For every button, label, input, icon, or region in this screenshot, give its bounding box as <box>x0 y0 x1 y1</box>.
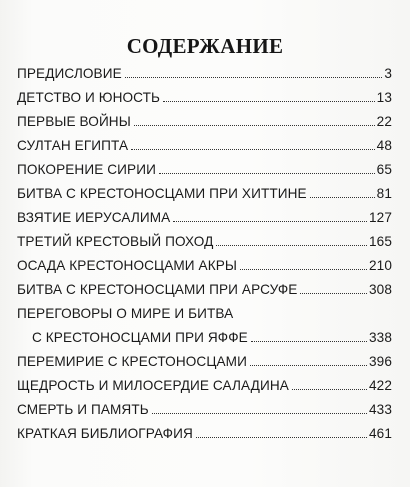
toc-entry <box>17 182 392 206</box>
dot-leader <box>163 100 375 102</box>
dot-leader <box>251 340 367 342</box>
toc-entry <box>17 350 392 374</box>
toc-entry-page: 396 <box>369 354 392 369</box>
dot-leader <box>134 124 375 126</box>
toc-entry <box>17 86 392 110</box>
toc-entry-label: БИТВА С КРЕСТОНОСЦАМИ ПРИ АРСУФЕ <box>17 282 298 297</box>
dot-leader <box>196 436 367 438</box>
dot-leader <box>173 220 367 222</box>
toc-entry-page: 127 <box>369 210 392 225</box>
toc-entry-page: 13 <box>376 90 392 105</box>
toc-entry <box>17 134 392 158</box>
toc-entry-label: ТРЕТИЙ КРЕСТОВЫЙ ПОХОД <box>17 234 214 249</box>
dot-leader <box>240 268 367 270</box>
toc-entry <box>17 278 392 302</box>
dot-leader <box>125 76 383 78</box>
toc-entry-label: КРАТКАЯ БИБЛИОГРАФИЯ <box>17 426 193 441</box>
toc-entry-page: 433 <box>369 402 392 417</box>
dot-leader <box>250 364 367 366</box>
toc-entry-page: 22 <box>376 114 392 129</box>
toc-entry <box>17 398 392 422</box>
dot-leader <box>300 292 367 294</box>
toc-entry <box>17 422 392 446</box>
toc-entry-page: 422 <box>369 378 392 393</box>
dot-leader <box>152 412 367 414</box>
toc-entry-page: 461 <box>369 426 392 441</box>
toc-entry-label: ПЕРВЫЕ ВОЙНЫ <box>17 114 131 129</box>
toc-entry-page: 48 <box>376 138 392 153</box>
toc-entry-label-line1: ПЕРЕГОВОРЫ О МИРЕ И БИТВА <box>17 306 234 321</box>
toc-entry-page: 65 <box>376 162 392 177</box>
toc-entry <box>17 62 392 86</box>
toc-entry <box>17 230 392 254</box>
dot-leader <box>292 388 367 390</box>
toc-entry-label: СМЕРТЬ И ПАМЯТЬ <box>17 402 149 417</box>
toc-entry-label: БИТВА С КРЕСТОНОСЦАМИ ПРИ ХИТТИНЕ <box>17 186 307 201</box>
toc-entry-label: ВЗЯТИЕ ИЕРУСАЛИМА <box>17 210 171 225</box>
toc-entry-page: 210 <box>369 258 392 273</box>
toc-entry-label: ОСАДА КРЕСТОНОСЦАМИ АКРЫ <box>17 258 238 273</box>
toc-entry-page: 338 <box>369 330 392 345</box>
toc-entry-label: ПОКОРЕНИЕ СИРИИ <box>17 162 156 177</box>
toc-entry <box>17 158 392 182</box>
toc-entry-label: ПЕРЕМИРИЕ С КРЕСТОНОСЦАМИ <box>17 354 247 369</box>
toc-entry-page: 165 <box>369 234 392 249</box>
toc-entry-label: СУЛТАН ЕГИПТА <box>17 138 129 153</box>
toc-entry-page: 3 <box>384 66 392 81</box>
toc-entry <box>17 254 392 278</box>
toc-entry <box>17 206 392 230</box>
toc-entry <box>17 374 392 398</box>
dot-leader <box>216 244 367 246</box>
table-of-contents <box>17 62 392 446</box>
toc-entry <box>17 110 392 134</box>
toc-entry-label: ЩЕДРОСТЬ И МИЛОСЕРДИЕ САЛАДИНА <box>17 378 289 393</box>
toc-entry-label-line2: С КРЕСТОНОСЦАМИ ПРИ ЯФФЕ <box>32 330 248 345</box>
toc-entry-line2 <box>17 326 392 350</box>
dot-leader <box>159 172 375 174</box>
dot-leader <box>131 148 375 150</box>
toc-entry-page: 308 <box>369 282 392 297</box>
toc-entry-label: ДЕТСТВО И ЮНОСТЬ <box>17 90 161 105</box>
dot-leader <box>310 196 375 198</box>
toc-entry-label: ПРЕДИСЛОВИЕ <box>17 66 122 81</box>
toc-entry-page: 81 <box>376 186 392 201</box>
toc-entry-multiline <box>17 302 392 350</box>
toc-title: СОДЕРЖАНИЕ <box>126 34 284 58</box>
